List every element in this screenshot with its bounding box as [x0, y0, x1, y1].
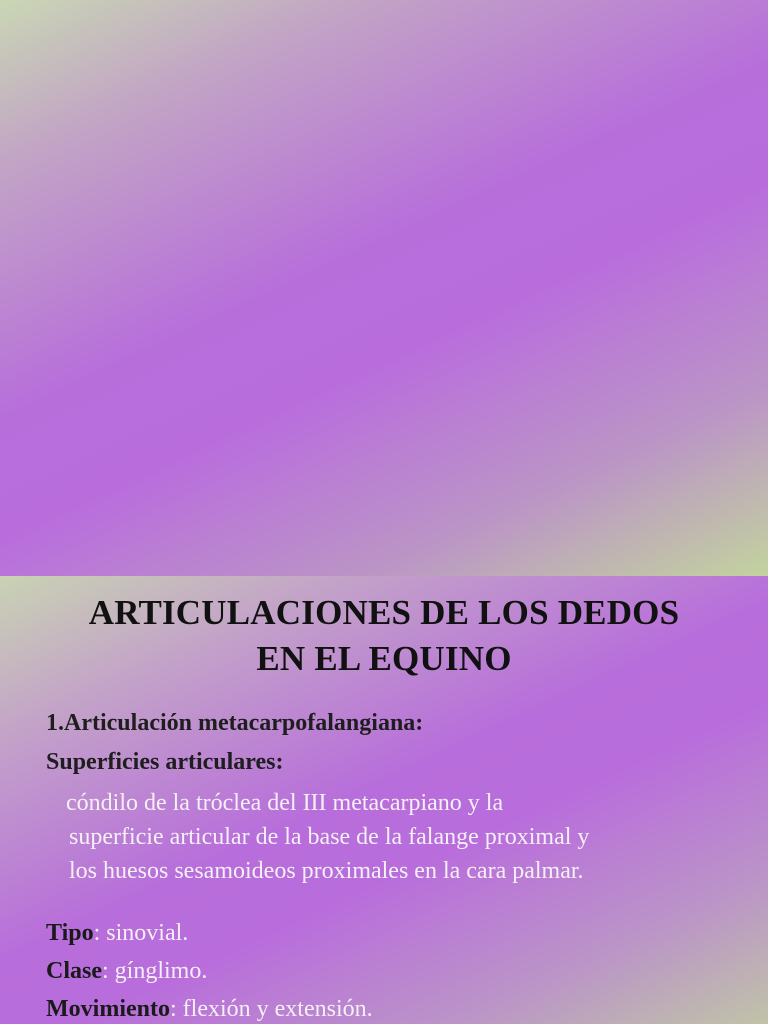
content-slide [0, 576, 768, 1024]
movimiento-row [46, 990, 746, 1024]
tipo-value: : sinovial. [93, 920, 189, 946]
clase-label: Clase [46, 958, 102, 984]
title-line-2: EN EL EQUINO [256, 639, 512, 678]
title-line-1: ARTICULACIONES DE LOS DEDOS [88, 593, 680, 632]
paragraph-line: cóndilo de la tróclea del III metacarpiano y la [66, 790, 504, 816]
spacer [46, 888, 746, 914]
section-heading: 1.Articulación metacarpofalangiana: [46, 710, 424, 736]
movimiento-label: Movimiento [46, 996, 170, 1022]
paragraph-line: superficie articular de la base de la falange proximal y [69, 824, 590, 850]
clase-row [46, 952, 746, 990]
slide-body [46, 708, 746, 1024]
tipo-label: Tipo [46, 920, 94, 946]
clase-value: : gínglimo. [102, 958, 208, 984]
paragraph-line: los huesos sesamoideos proximales en la cara palmar. [69, 858, 584, 884]
slide-title [0, 590, 768, 682]
tipo-row [46, 914, 746, 952]
movimiento-value: : flexión y extensión. [169, 996, 373, 1022]
section-subheading: Superficies articulares: [46, 749, 284, 775]
description-paragraph [46, 786, 746, 888]
